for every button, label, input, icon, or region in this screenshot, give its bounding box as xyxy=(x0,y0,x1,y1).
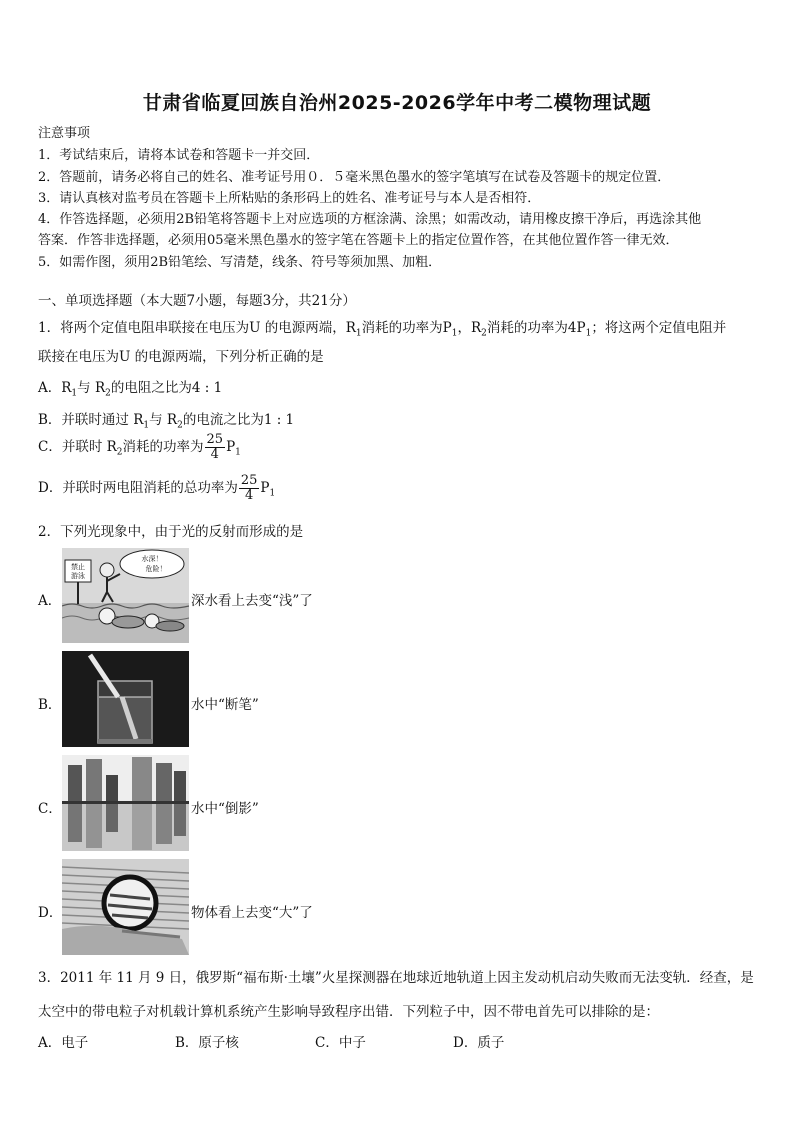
q2-option-b-text: 水中“断笔” xyxy=(191,697,259,713)
q2-option-d-label: D． xyxy=(38,905,63,921)
notice-item: 5．如需作图，须用2B铅笔绘、写清楚，线条、符号等须加黑、加粗． xyxy=(38,255,442,270)
section-heading: 一、单项选择题（本大题7小题，每题3分，共21分） xyxy=(38,293,356,309)
q2-option-a-text: 深水看上去变“浅”了 xyxy=(191,593,313,609)
magnifier-photo xyxy=(62,859,189,955)
q1-stem-line2: 联接在电压为U 的电源两端，下列分析正确的是 xyxy=(38,349,324,365)
notice-item: 4．作答选择题，必须用2B铅笔将答题卡上对应选项的方框涂满、涂黑；如需改动，请用橡皮擦干净后，再选涂其他 xyxy=(38,212,702,227)
page-title: 甘肃省临夏回族自治州2025-2026学年中考二模物理试题 xyxy=(142,92,652,114)
q2-option-c-label: C． xyxy=(38,801,62,817)
q1-option-a: A．$R_1$与 $R_2$的电阻之比为4 : 1 xyxy=(38,380,223,399)
q1-option-c: C．并联时 $R_2$消耗的功率为 $\frac{25}{4}$ $P_1$ xyxy=(38,432,241,462)
q2-option-b-label: B． xyxy=(38,697,62,713)
q1-option-d: D．并联时两电阻消耗的总功率为 $\frac{25}{4}$ $P_1$ xyxy=(38,473,276,503)
q1-option-b: B．并联时通过 $R_1$与 $R_2$的电流之比为1 : 1 xyxy=(38,412,295,431)
notice-item: 1．考试结束后，请将本试卷和答题卡一并交回． xyxy=(38,148,320,163)
q1-stem-line1: 1．将两个定值电阻串联接在电压为U 的电源两端，$R_1$消耗的功率为$P_1$，$R_2$消耗的功率为$4P_1$；将这两个定值电阻并 xyxy=(38,320,727,339)
q2-option-d-text: 物体看上去变“大”了 xyxy=(191,905,313,921)
fraction: $\frac{25}{4}$ xyxy=(206,432,224,462)
q3-option-d: D．质子 xyxy=(453,1035,505,1051)
pencil-in-water-photo xyxy=(62,651,189,747)
notice-heading: 注意事项 xyxy=(38,126,91,141)
notice-item: 答案．作答非选择题，必须用05毫米黑色墨水的签字笔在答题卡上的指定位置作答，在其他位置作答一律无效． xyxy=(38,233,679,248)
notice-item: 2．答题前，请务必将自己的姓名、准考证号用０．５毫米黑色墨水的签字笔填写在试卷及答题卡的规定位置． xyxy=(38,170,671,185)
q3-option-b: B．原子核 xyxy=(175,1035,239,1051)
q3-stem-line1: 3．2011 年 11 月 9 日，俄罗斯“福布斯·土壤”火星探测器在地球近地轨道上因主发动机启动失败而无法变轨．经查，是 xyxy=(38,970,754,986)
sign-text: 游泳 xyxy=(71,572,85,580)
q3-option-a: A．电子 xyxy=(38,1035,89,1051)
bubble-text: 危险！ xyxy=(145,565,167,573)
sign-text: 禁止 xyxy=(71,563,85,571)
reflection-photo xyxy=(62,755,189,851)
swimming-illustration xyxy=(62,548,189,643)
q2-stem: 2．下列光现象中，由于光的反射而形成的是 xyxy=(38,524,304,540)
q3-stem-line2: 太空中的带电粒子对机载计算机系统产生影响导致程序出错．下列粒子中，因不带电首先可以排除的是： xyxy=(38,1004,659,1020)
q2-option-a-label: A． xyxy=(38,593,62,609)
q3-option-c: C．中子 xyxy=(315,1035,366,1051)
bubble-text: 水深！ xyxy=(141,555,163,563)
q2-option-c-text: 水中“倒影” xyxy=(191,801,259,817)
fraction: $\frac{25}{4}$ xyxy=(240,473,258,503)
notice-item: 3．请认真核对监考员在答题卡上所粘贴的条形码上的姓名、准考证号与本人是否相符． xyxy=(38,191,541,206)
